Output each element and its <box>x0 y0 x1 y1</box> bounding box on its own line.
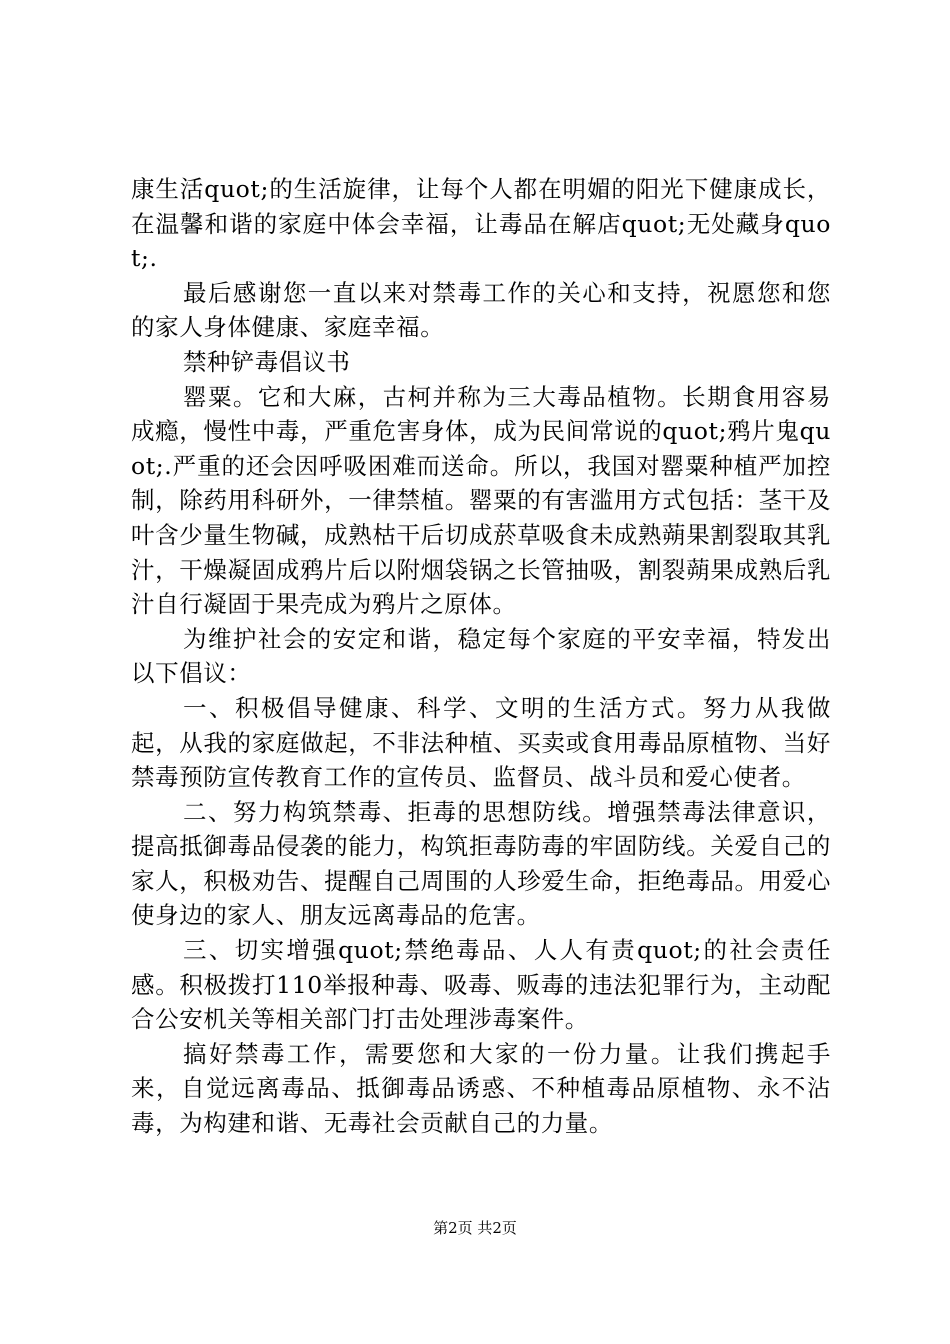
paragraph-proposal-1: 一、积极倡导健康、科学、文明的生活方式。努力从我做起，从我的家庭做起，不非法种植、买卖或食用毒品原植物、当好禁毒预防宣传教育工作的宣传员、监督员、战斗员和爱心使者。 <box>131 693 831 792</box>
page-number-footer: 第2页 共2页 <box>433 1219 517 1237</box>
section-title: 禁种铲毒倡议书 <box>183 347 351 376</box>
paragraph-proposal-3: 三、切实增强quot;禁绝毒品、人人有责quot;的社会责任感。积极拨打110举报种毒、吸毒、贩毒的违法犯罪行为，主动配合公安机关等相关部门打击处理涉毒案件。 <box>131 936 831 1034</box>
document-body <box>131 172 831 1141</box>
paragraph-proposal-2: 二、努力构筑禁毒、拒毒的思想防线。增强禁毒法律意识，提高抵御毒品侵袭的能力，构筑拒毒防毒的牢固防线。关爱自己的家人，积极劝告、提醒自己周围的人珍爱生命，拒绝毒品。用爱心使身边的家人、朋友远离毒品的危害。 <box>131 797 831 930</box>
paragraph-continuation: 康生活quot;的生活旋律，让每个人都在明媚的阳光下健康成长，在温馨和谐的家庭中体会幸福，让毒品在解店quot;无处藏身quot;. <box>131 175 831 273</box>
paragraph-poppy-intro: 罂粟。它和大麻，古柯并称为三大毒品植物。长期食用容易成瘾，慢性中毒，严重危害身体，成为民间常说的quot;鸦片鬼quot;.严重的还会因呼吸困难而送命。所以，我国对罂粟种植严加控制，除药用科研外，一律禁植。罂粟的有害滥用方式包括：茎干及叶含少量生物碱，成熟枯干后切成菸草吸食未成熟蒴果割裂取其乳汁，干燥凝固成鸦片后以附烟袋锅之长管抽吸，割裂蒴果成熟后乳汁自行凝固于果壳成为鸦片之原体。 <box>131 382 831 619</box>
paragraph-proposal-intro: 为维护社会的安定和谐，稳定每个家庭的平安幸福，特发出以下倡议： <box>131 624 831 688</box>
paragraph-thanks: 最后感谢您一直以来对禁毒工作的关心和支持，祝愿您和您的家人身体健康、家庭幸福。 <box>131 278 831 342</box>
paragraph-closing: 搞好禁毒工作，需要您和大家的一份力量。让我们携起手来，自觉远离毒品、抵御毒品诱惑、不种植毒品原植物、永不沾毒，为构建和谐、无毒社会贡献自己的力量。 <box>131 1039 831 1138</box>
